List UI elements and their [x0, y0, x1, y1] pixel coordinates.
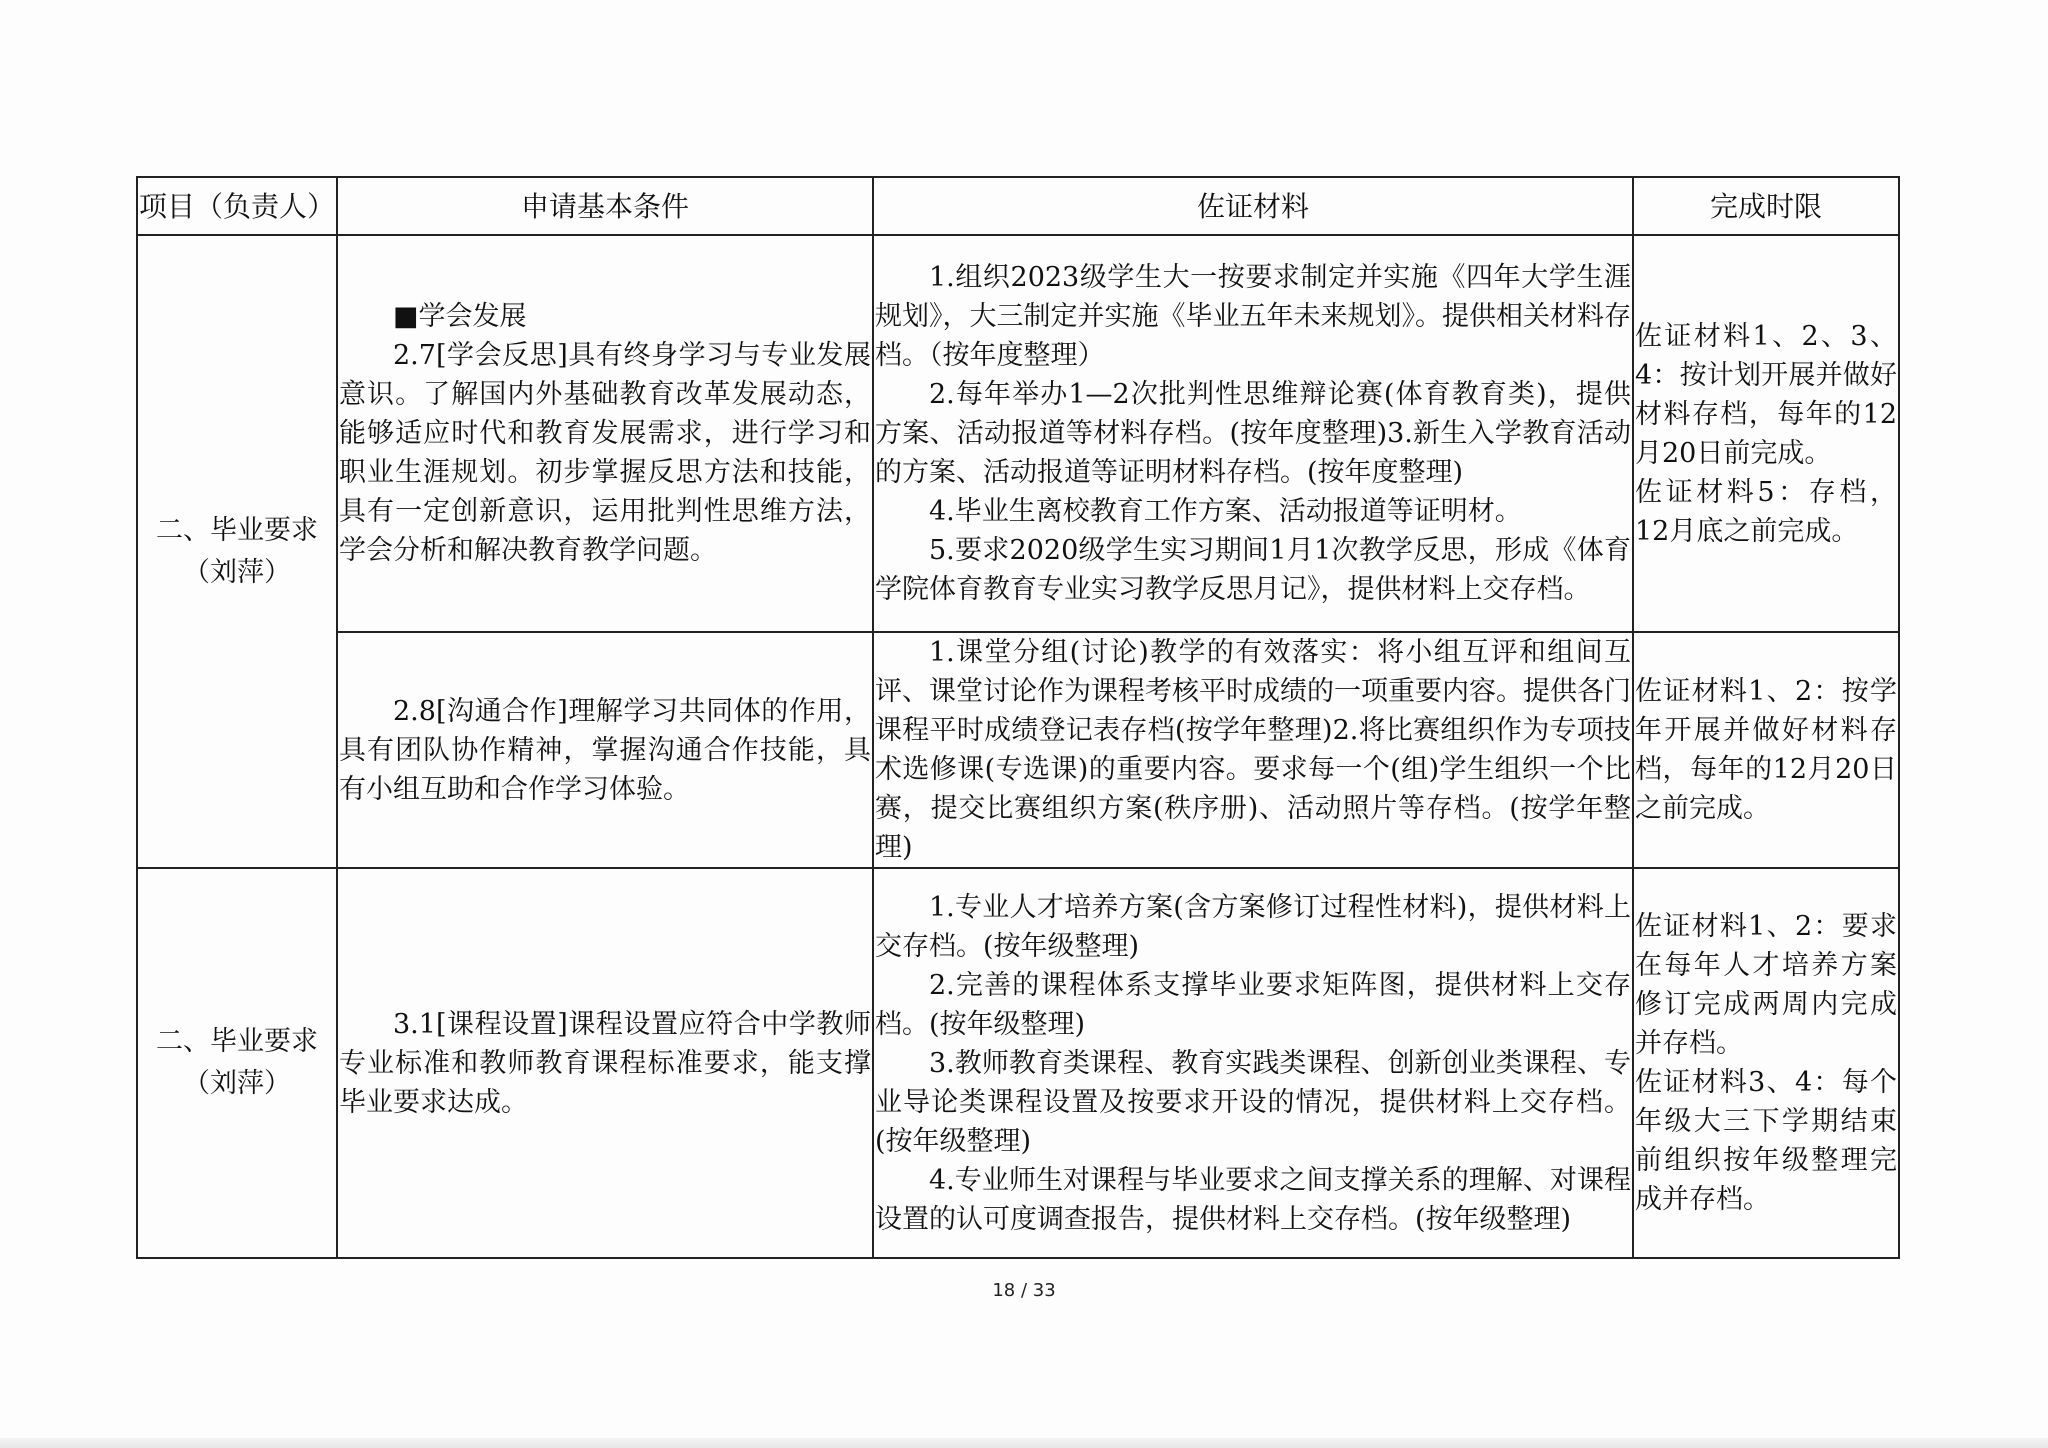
requirement-text: 3.1[课程设置]课程设置应符合中学教师专业标准和教师教育课程标准要求，能支撑毕业要求达成。: [339, 1008, 871, 1118]
page-number: [0, 1280, 2048, 1301]
evidence-item: 4.专业师生对课程与毕业要求之间支撑关系的理解、对课程设置的认可度调查报告，提供材料上交存档。(按年级整理): [875, 1164, 1631, 1235]
table-row: [137, 235, 1899, 632]
project-name: 二、毕业要求: [156, 514, 318, 546]
evidence-cell: [873, 632, 1633, 868]
page-separator: /: [1015, 1280, 1033, 1301]
evidence-item: 1.组织2023级学生大一按要求制定并实施《四年大学生涯规划》，大三制定并实施《毕业五年未来规划》。提供相关材料存档。（按年度整理）: [875, 262, 1631, 371]
evidence-cell: [873, 868, 1633, 1258]
deadline-cell: [1633, 632, 1899, 868]
evidence-item: 4.毕业生离校教育工作方案、活动报道等证明材。: [929, 496, 1522, 527]
evidence-item: 2.完善的课程体系支撑毕业要求矩阵图，提供材料上交存档。(按年级整理): [875, 969, 1631, 1040]
header-project: 项目（负责人）: [137, 177, 337, 235]
deadline-item: 佐证材料1、2、3、4：按计划开展并做好材料存档，每年的12月20日前完成。: [1635, 320, 1897, 469]
project-cell: [137, 235, 337, 868]
deadline-cell: [1633, 235, 1899, 632]
requirement-text: 2.7[学会反思]具有终身学习与专业发展意识。了解国内外基础教育改革发展动态，能够适应时代和教育发展需求，进行学习和职业生涯规划。初步掌握反思方法和技能，具有一定创新意识，运用批判性思维方法，学会分析和解决教育教学问题。: [339, 340, 871, 566]
evidence-item: 5.要求2020级学生实习期间1月1次教学反思，形成《体育学院体育教育专业实习教学反思月记》，提供材料上交存档。: [875, 535, 1631, 605]
requirement-cell: [337, 632, 873, 868]
deadline-item: 佐证材料5：存档，12月底之前完成。: [1635, 476, 1897, 547]
table-row: [137, 868, 1899, 1258]
table-header: [137, 177, 1899, 235]
project-owner: （刘萍）: [183, 1068, 291, 1099]
evidence-cell: [873, 235, 1633, 632]
deadline-cell: [1633, 868, 1899, 1258]
header-row: [137, 177, 1899, 235]
project-owner: （刘萍）: [183, 556, 291, 588]
header-evidence: 佐证材料: [873, 177, 1633, 235]
table-row: [137, 632, 1899, 868]
page-current: 18: [992, 1280, 1016, 1301]
requirements-table: [136, 176, 1900, 1259]
requirement-cell: [337, 868, 873, 1258]
requirement-text: 2.8[沟通合作]理解学习共同体的作用，具有团队协作精神，掌握沟通合作技能，具有小组互助和合作学习体验。: [339, 695, 871, 805]
header-deadline: 完成时限: [1633, 177, 1899, 235]
deadline-item: 佐证材料1、2：要求在每年人才培养方案修订完成两周内完成并存档。: [1635, 911, 1897, 1059]
evidence-item: 2.每年举办1—2次批判性思维辩论赛(体育教育类)，提供方案、活动报道等材料存档。(按年度整理)3.新生入学教育活动的方案、活动报道等证明材料存档。(按年度整理): [875, 379, 1631, 488]
requirement-cell: [337, 235, 873, 632]
evidence-item: 3.教师教育类课程、教育实践类课程、创新创业类课程、专业导论类课程设置及按要求开设的情况，提供材料上交存档。(按年级整理): [875, 1047, 1631, 1157]
header-requirement: 申请基本条件: [337, 177, 873, 235]
requirement-heading: ■学会发展: [393, 301, 527, 332]
project-name: 二、毕业要求: [156, 1026, 318, 1057]
page-total: 33: [1032, 1280, 1056, 1301]
evidence-item: 1.专业人才培养方案(含方案修订过程性材料)，提供材料上交存档。(按年级整理): [875, 891, 1631, 962]
deadline-item: 佐证材料3、4：每个年级大三下学期结束前组织按年级整理完成并存档。: [1635, 1067, 1897, 1215]
project-cell: [137, 868, 337, 1258]
deadline-item: 佐证材料1、2：按学年开展并做好材料存档，每年的12月20日之前完成。: [1635, 676, 1897, 824]
scan-bottom-edge: [0, 1438, 2048, 1448]
evidence-item: 1.课堂分组(讨论)教学的有效落实：将小组互评和组间互评、课堂讨论作为课程考核平时成绩的一项重要内容。提供各门课程平时成绩登记表存档(按学年整理)2.将比赛组织作为专项技术选修课(专选课)的重要内容。要求每一个(组)学生组织一个比赛，提交比赛组织方案(秩序册)、活动照片等存档。(按学年整理): [875, 637, 1631, 863]
table-body: [137, 235, 1899, 1258]
